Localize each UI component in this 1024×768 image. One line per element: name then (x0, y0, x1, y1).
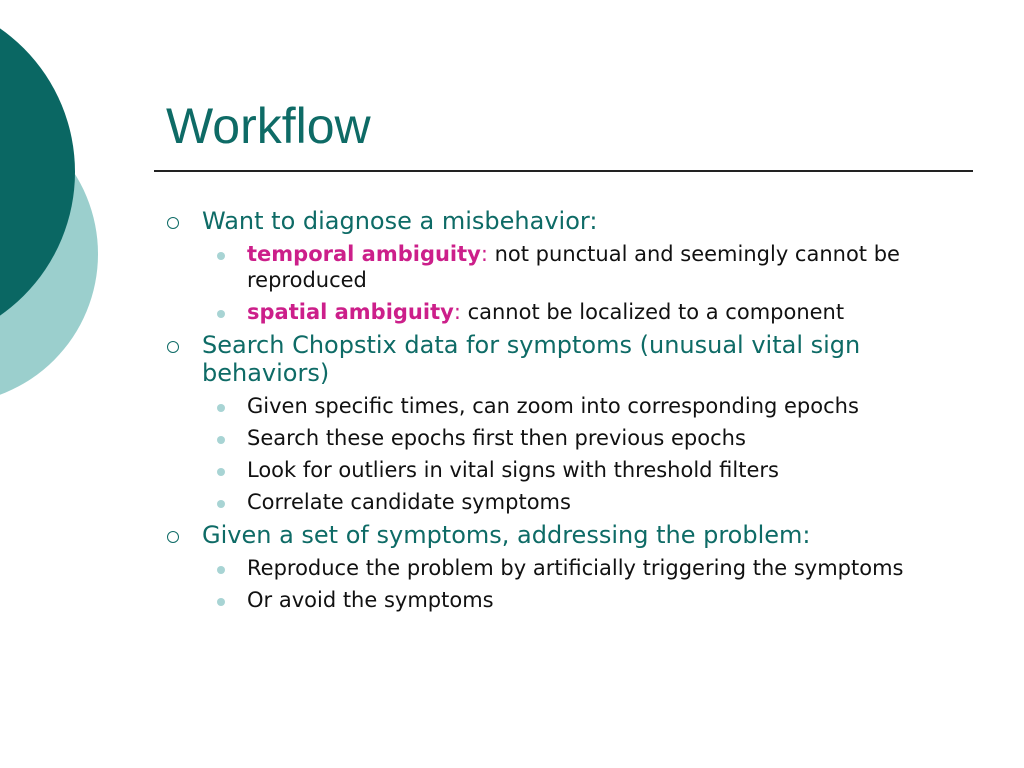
bullet-level2 (160, 425, 970, 451)
term-separator: : (453, 300, 461, 324)
bullet-text: Reproduce the problem by artificially triggering the symptoms (247, 556, 904, 580)
bullet-level1 (160, 207, 970, 235)
slide-body (160, 207, 970, 619)
bullet-level2 (160, 457, 970, 483)
decorative-circles (0, 0, 110, 420)
emphasis-term: spatial ambiguity (247, 300, 454, 324)
bullet-text: cannot be localized to a component (460, 300, 845, 324)
dot-bullet-icon (217, 310, 225, 318)
bullet-text: Search these epochs first then previous epochs (247, 426, 746, 450)
bullet-level1 (160, 521, 970, 549)
title-divider (154, 170, 973, 172)
bullet-text: Want to diagnose a misbehavior: (202, 207, 598, 235)
emphasis-term: temporal ambiguity (247, 242, 481, 266)
dot-bullet-icon (217, 436, 225, 444)
dot-bullet-icon (217, 500, 225, 508)
hollow-circle-bullet-icon (167, 217, 179, 229)
dot-bullet-icon (217, 468, 225, 476)
dot-bullet-icon (217, 566, 225, 574)
bullet-text: Given a set of symptoms, addressing the problem: (202, 521, 811, 549)
bullet-level2 (160, 489, 970, 515)
hollow-circle-bullet-icon (167, 531, 179, 543)
bullet-level2 (160, 299, 970, 325)
bullet-text: Look for outliers in vital signs with threshold filters (247, 458, 779, 482)
bullet-level1 (160, 331, 970, 387)
bullet-text: Search Chopstix data for symptoms (unusual vital sign behaviors) (202, 331, 861, 387)
term-separator: : (480, 242, 488, 266)
bullet-level2 (160, 555, 970, 581)
bullet-text: Or avoid the symptoms (247, 588, 494, 612)
dot-bullet-icon (217, 404, 225, 412)
dot-bullet-icon (217, 252, 225, 260)
bullet-level2 (160, 587, 970, 613)
slide-title: Workflow (166, 98, 371, 154)
bullet-text: Given specific times, can zoom into corresponding epochs (247, 394, 859, 418)
bullet-level2 (160, 241, 970, 293)
hollow-circle-bullet-icon (167, 341, 179, 353)
bullet-text: not punctual and seemingly cannot be reproduced (247, 242, 900, 292)
bullet-level2 (160, 393, 970, 419)
dot-bullet-icon (217, 598, 225, 606)
bullet-text: Correlate candidate symptoms (247, 490, 571, 514)
